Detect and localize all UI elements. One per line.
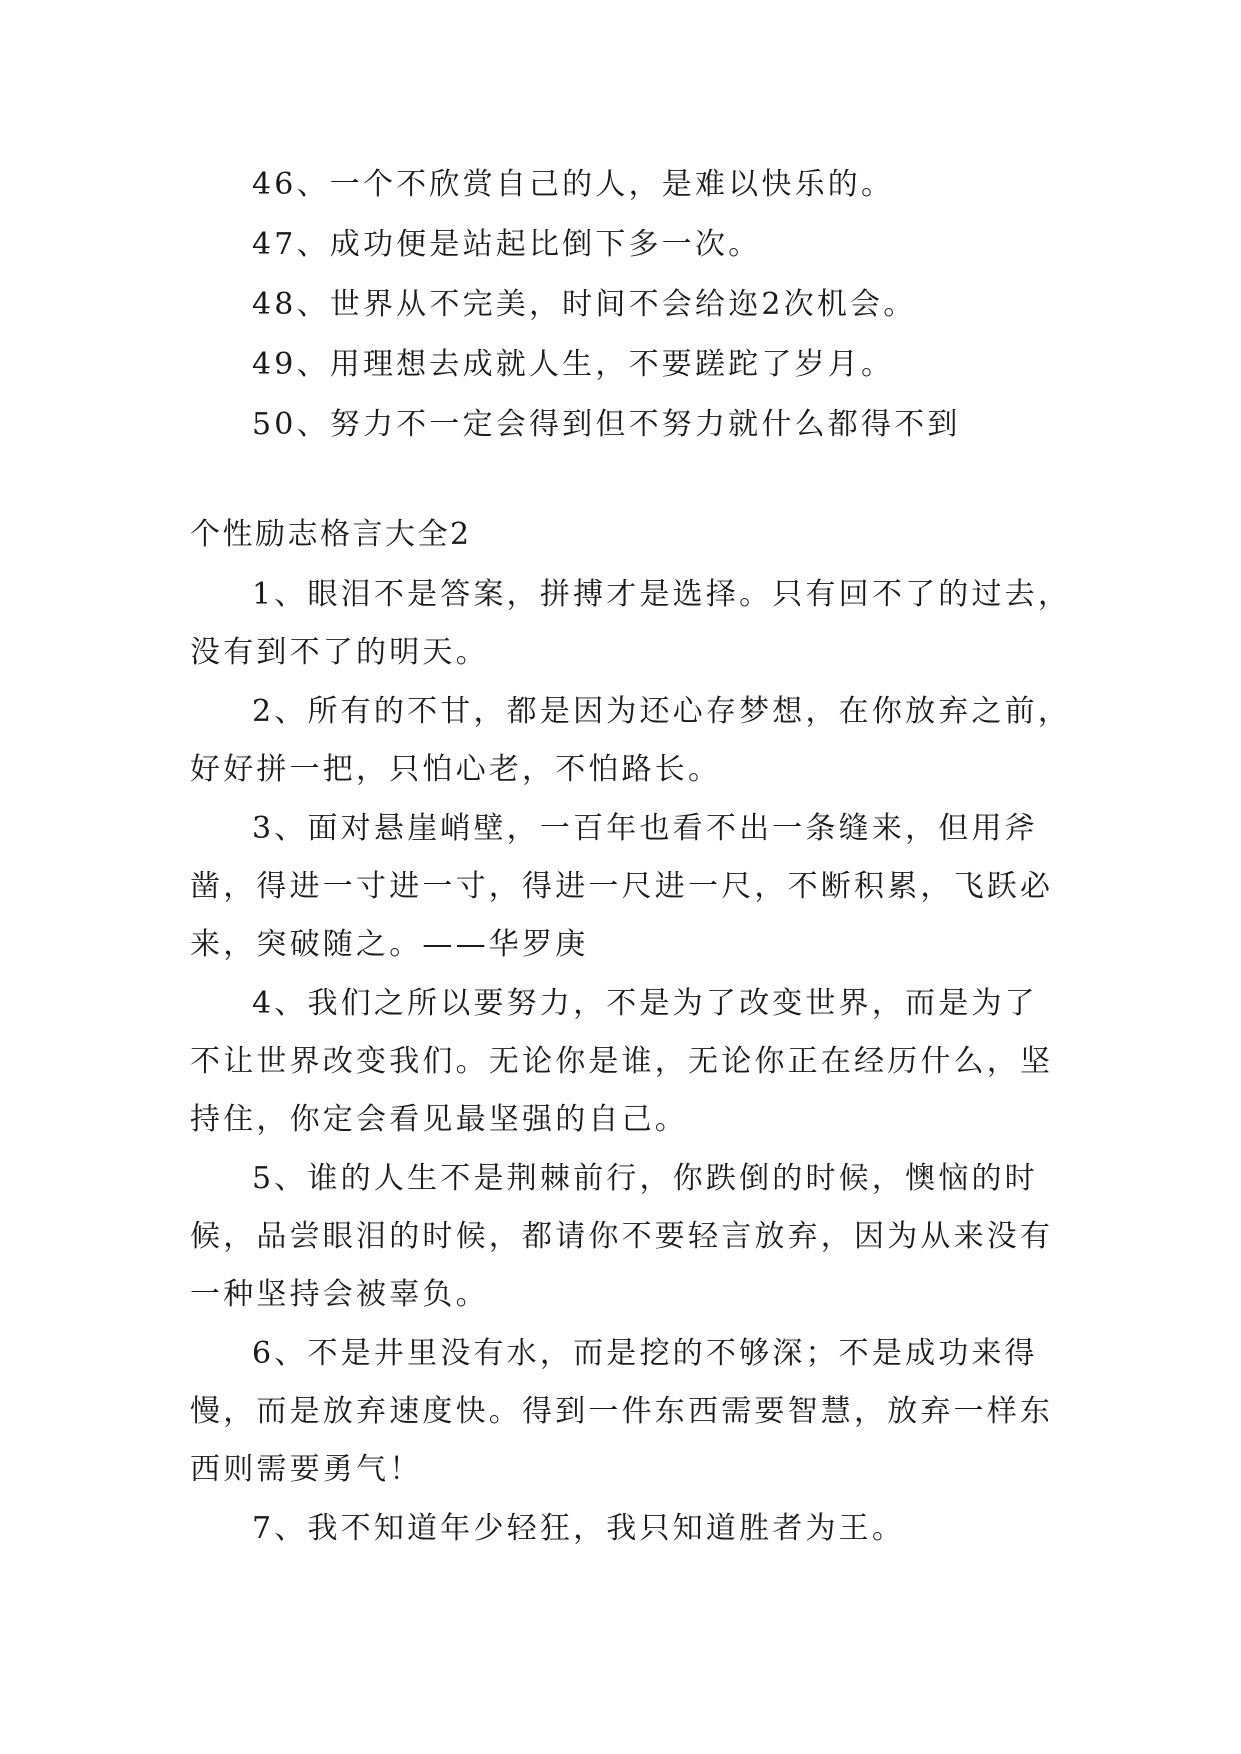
- paragraph-line: 4、我们之所以要努力，不是为了改变世界，而是为了: [252, 986, 1038, 1021]
- paragraph-line: 候，品尝眼泪的时候，都请你不要轻言放弃，因为从来没有: [190, 1219, 1054, 1254]
- list-item: 49、用理想去成就人生，不要蹉跎了岁月。: [252, 347, 895, 382]
- paragraph-line: 西则需要勇气！: [190, 1452, 423, 1487]
- paragraph-line: 来，突破随之。——华罗庚: [190, 927, 589, 962]
- paragraph-line: 好好拼一把，只怕心老，不怕路长。: [190, 752, 722, 787]
- paragraph-line: 慢，而是放弃速度快。得到一件东西需要智慧，放弃一样东: [190, 1394, 1054, 1429]
- paragraph-line: 不让世界改变我们。无论你是谁，无论你正在经历什么，坚: [190, 1044, 1054, 1079]
- paragraph-line: 持住，你定会看见最坚强的自己。: [190, 1102, 688, 1137]
- paragraph-line: 3、面对悬崖峭壁，一百年也看不出一条缝来，但用斧: [252, 811, 1038, 846]
- paragraph-line: 6、不是井里没有水，而是挖的不够深；不是成功来得: [252, 1336, 1038, 1371]
- paragraph-line: 5、谁的人生不是荆棘前行，你跌倒的时候，懊恼的时: [252, 1161, 1038, 1196]
- paragraph-line: 没有到不了的明天。: [190, 635, 489, 670]
- paragraph-line: 2、所有的不甘，都是因为还心存梦想，在你放弃之前，: [252, 694, 1072, 729]
- list-item: 47、成功便是站起比倒下多一次。: [252, 227, 762, 262]
- list-item: 48、世界从不完美，时间不会给迩2次机会。: [252, 287, 917, 322]
- paragraph-line: 凿，得进一寸进一寸，得进一尺进一尺，不断积累，飞跃必: [190, 869, 1054, 904]
- section-heading: 个性励志格言大全2: [190, 517, 472, 552]
- list-item: 46、一个不欣赏自己的人，是难以快乐的。: [252, 167, 895, 202]
- paragraph-line: 一种坚持会被辜负。: [190, 1277, 489, 1312]
- paragraph-line: 7、我不知道年少轻狂，我只知道胜者为王。: [252, 1511, 906, 1546]
- paragraph-line: 1、眼泪不是答案，拼搏才是选择。只有回不了的过去，: [252, 577, 1072, 612]
- list-item: 50、努力不一定会得到但不努力就什么都得不到: [252, 407, 961, 442]
